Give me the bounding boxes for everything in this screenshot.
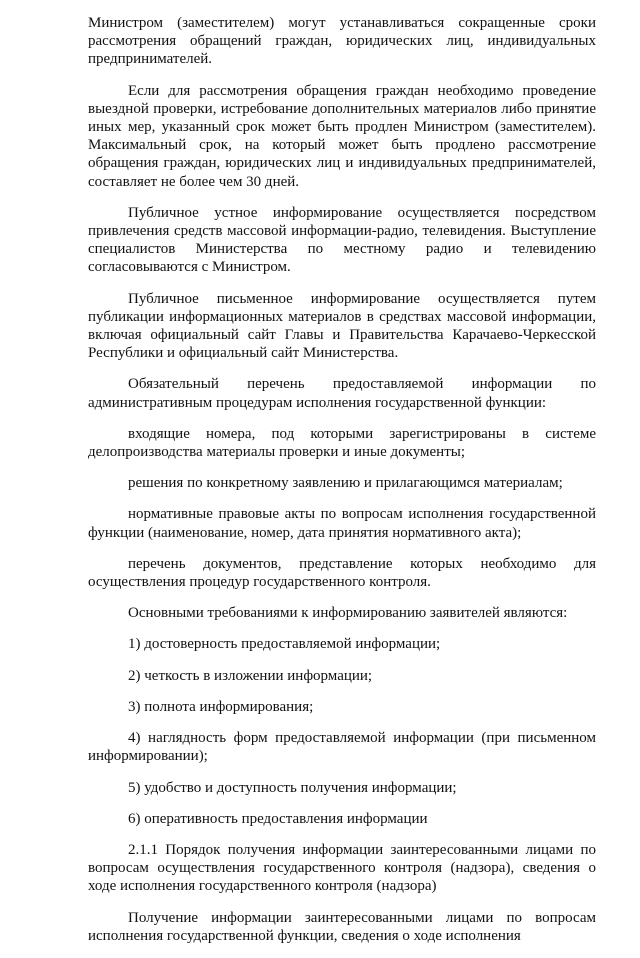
requirement-item-4: 4) наглядность форм предоставляемой информации (при письменном информировании);: [88, 730, 596, 765]
list-item-documents-list: перечень документов, представление которых необходимо для осуществления процедур государственного контроля.: [88, 555, 596, 591]
list-item-decisions: решения по конкретному заявлению и прилагающимся материалам;: [128, 475, 563, 492]
paragraph-term-extension: Если для рассмотрения обращения граждан необходимо проведение выездной проверки, истребование дополнительных материалов либо принятие иных мер, указанный срок может быть продлен Министром (заместителем). Максимальный срок, на который может быть продлено рассмотрение обращения граждан, юридических лиц и индивидуальных предпринимателей, составляет не более чем 30 дней.: [88, 82, 596, 190]
paragraph-information-receipt: Получение информации заинтересованными лицами по вопросам исполнения государственной функции, сведения о ходе исполнения: [88, 909, 596, 944]
paragraph-written-informing: Публичное письменное информирование осуществляется путем публикации информационных материалов в средствах массовой информации, включая официальный сайт Главы и Правительства Карачаево-Черкесской Республики и официальный сайт Министерства.: [88, 290, 596, 362]
paragraph-mandatory-list: Обязательный перечень предоставляемой информации по административным процедурам исполнения государственной функции:: [88, 376, 596, 411]
paragraph-reduced-terms: Министром (заместителем) могут устанавливаться сокращенные сроки рассмотрения обращений граждан, юридических лиц, индивидуальных предпринимателей.: [88, 15, 596, 68]
paragraph-oral-informing: Публичное устное информирование осуществляется посредством привлечения средств массовой информации-радио, телевидения. Выступление специалистов Министерства по местному радио и телевидению согласовываются с Министром.: [88, 204, 596, 276]
paragraph-requirements-intro: Основными требованиями к информированию заявителей являются:: [128, 605, 568, 622]
document-page: [88, 14, 596, 958]
list-item-legal-acts: нормативные правовые акты по вопросам исполнения государственной функции (наименование, номер, дата принятия нормативного акта);: [88, 506, 596, 541]
requirement-item-1: 1) достоверность предоставляемой информации;: [128, 636, 441, 653]
section-heading-2-1-1: 2.1.1 Порядок получения информации заинтересованными лицами по вопросам осуществления государственного контроля (надзора), сведения о ходе исполнения государственного контроля (надзора): [88, 841, 596, 895]
requirement-item-2: 2) четкость в изложении информации;: [128, 667, 373, 684]
list-item-incoming-numbers: входящие номера, под которыми зарегистрированы в системе делопроизводства материалы проверки и иные документы;: [88, 425, 596, 461]
requirement-item-6: 6) оперативность предоставления информации: [128, 810, 428, 827]
requirement-item-5: 5) удобство и доступность получения информации;: [128, 779, 457, 796]
requirement-item-3: 3) полнота информирования;: [128, 698, 314, 715]
